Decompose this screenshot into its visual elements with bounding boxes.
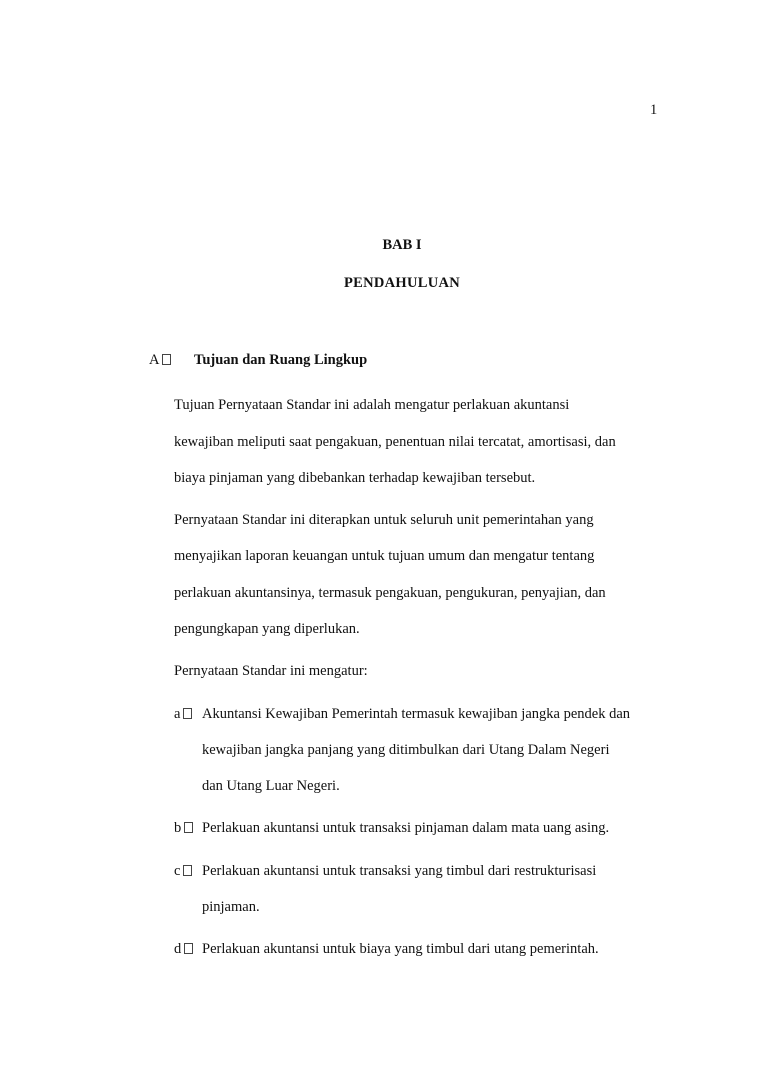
- missing-glyph-icon: [184, 943, 193, 954]
- paragraph-line: menyajikan laporan keuangan untuk tujuan umum dan mengatur tentang: [174, 548, 595, 564]
- list-item-marker: b: [174, 819, 193, 837]
- paragraph-line: kewajiban meliputi saat pengakuan, penentuan nilai tercatat, amortisasi, dan: [174, 434, 616, 450]
- missing-glyph-icon: [183, 708, 192, 719]
- paragraph-line: biaya pinjaman yang dibebankan terhadap kewajiban tersebut.: [174, 470, 536, 486]
- paragraph-line: Tujuan Pernyataan Standar ini adalah mengatur perlakuan akuntansi: [174, 397, 570, 413]
- paragraph-line: Pernyataan Standar ini mengatur:: [174, 663, 368, 679]
- section-title: Tujuan dan Ruang Lingkup: [194, 352, 368, 368]
- list-item-marker: c: [174, 862, 192, 880]
- list-item-marker: d: [174, 940, 193, 958]
- section-marker: A: [149, 351, 171, 369]
- paragraph-line: pengungkapan yang diperlukan.: [174, 621, 360, 637]
- list-item-line: Akuntansi Kewajiban Pemerintah termasuk kewajiban jangka pendek dan: [202, 706, 631, 722]
- list-item-line: kewajiban jangka panjang yang ditimbulkan dari Utang Dalam Negeri: [202, 742, 610, 758]
- chapter-title: PENDAHULUAN: [343, 275, 461, 291]
- missing-glyph-icon: [184, 822, 193, 833]
- list-item-line: Perlakuan akuntansi untuk transaksi pinjaman dalam mata uang asing.: [202, 820, 610, 836]
- paragraph-line: Pernyataan Standar ini diterapkan untuk seluruh unit pemerintahan yang: [174, 512, 594, 528]
- chapter-label: BAB I: [382, 237, 422, 253]
- paragraph-line: perlakuan akuntansinya, termasuk pengakuan, pengukuran, penyajian, dan: [174, 585, 606, 601]
- list-item-line: Perlakuan akuntansi untuk biaya yang timbul dari utang pemerintah.: [202, 941, 599, 957]
- list-item-line: Perlakuan akuntansi untuk transaksi yang timbul dari restrukturisasi: [202, 863, 597, 879]
- list-item-line: pinjaman.: [202, 899, 260, 915]
- missing-glyph-icon: [162, 354, 171, 365]
- page-number: 1: [650, 102, 658, 118]
- missing-glyph-icon: [183, 865, 192, 876]
- list-item-marker: a: [174, 705, 192, 723]
- list-item-line: dan Utang Luar Negeri.: [202, 778, 340, 794]
